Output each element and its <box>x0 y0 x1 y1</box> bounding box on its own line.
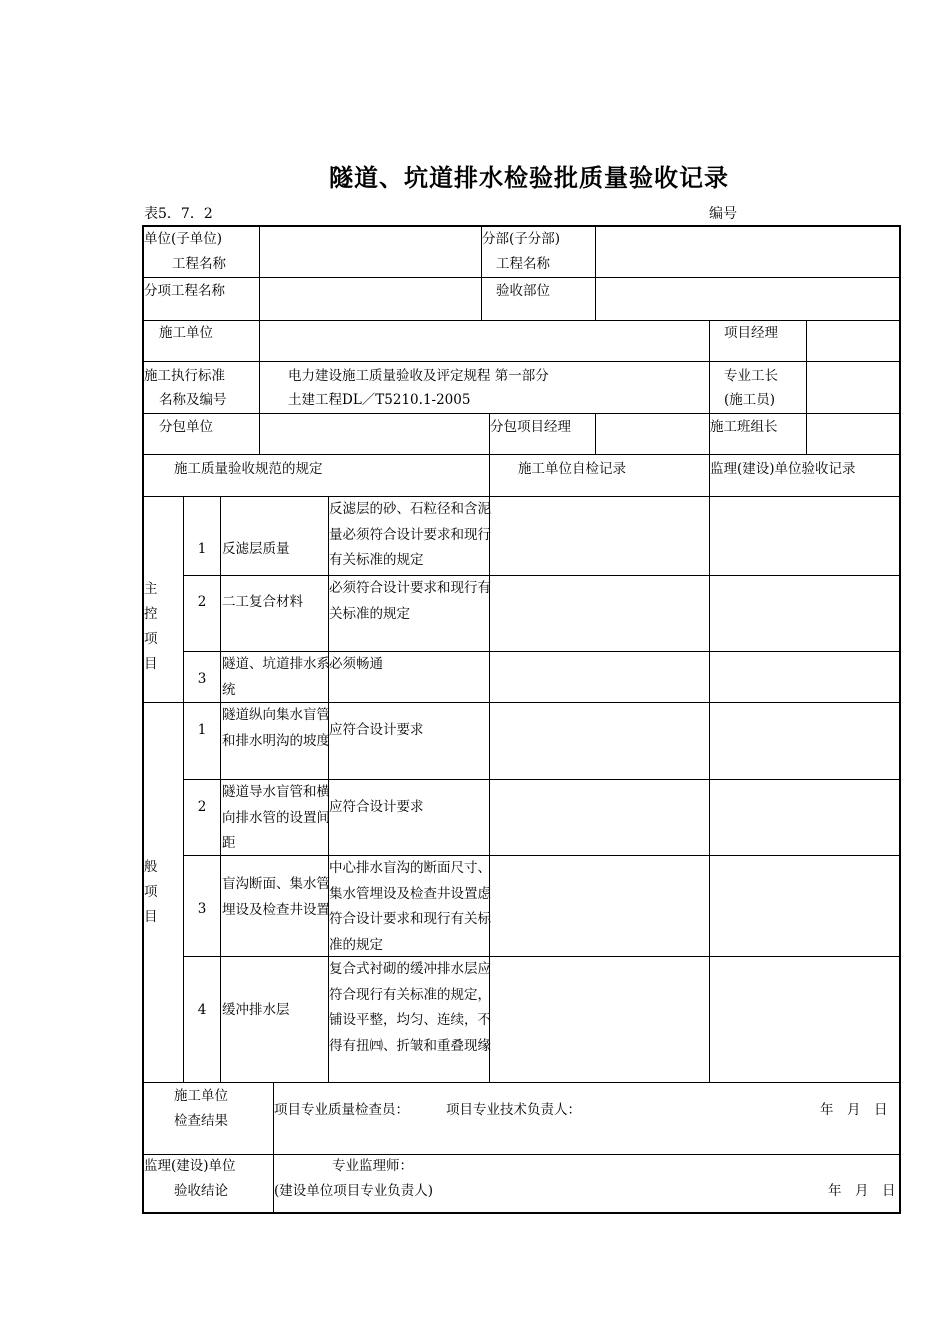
quality-inspector: 项目专业质量检查员： <box>274 1102 409 1118</box>
check-date: 年 月 日 <box>820 1102 888 1118</box>
subdivision-label-2: 工程名称 <box>496 256 550 272</box>
item-name: 隧道纵向集水盲管和排水明沟的坡度 <box>222 707 330 749</box>
rule <box>144 496 901 497</box>
rule <box>144 1154 901 1155</box>
serial-label: 编号 <box>709 206 737 222</box>
item-name: 反滤层质量 <box>222 541 290 557</box>
rule <box>220 496 221 1082</box>
col-supervision: 监理(建设)单位验收记录 <box>710 461 856 477</box>
col-self-check: 施工单位自检记录 <box>518 461 626 477</box>
rule <box>183 496 184 1082</box>
rule <box>489 454 490 496</box>
item-number: 2 <box>197 799 207 815</box>
rule <box>806 413 807 454</box>
item-number: 4 <box>197 1002 207 1018</box>
standard-label-2: 名称及编号 <box>159 392 227 408</box>
rule <box>144 361 901 362</box>
rule <box>144 413 901 414</box>
rule <box>144 1082 901 1083</box>
rule <box>259 227 260 320</box>
standard-value-1: 电力建设施工质量验收及评定规程 第一部分 <box>288 368 549 384</box>
main-label-char: 主 <box>144 581 158 597</box>
supervision-engineer: 专业监理师： <box>332 1158 413 1174</box>
general-label-char: 目 <box>144 909 158 925</box>
item-requirement: 中心排水盲沟的断面尺寸、集水管埋设及检查井设置虑符合设计要求和现行有关标准的规定 <box>329 860 491 953</box>
general-label <box>144 855 158 930</box>
tech-lead: 项目专业技术负责人： <box>446 1102 581 1118</box>
rule <box>595 227 596 320</box>
rule <box>595 413 596 454</box>
unit-label-2: 工程名称 <box>172 256 226 272</box>
general-label-char: 项 <box>144 884 158 900</box>
item-requirement: 必须符合设计要求和现行有关标准的规定 <box>329 580 491 622</box>
rule <box>709 496 710 1082</box>
standard-label-1: 施工执行标准 <box>144 368 225 384</box>
supervision-label-2: 验收结论 <box>174 1183 228 1199</box>
col-spec: 施工质量验收规范的规定 <box>174 461 323 477</box>
sub-pm-label: 分包项目经理 <box>490 419 571 435</box>
item-number: 1 <box>197 722 207 738</box>
owner-representative: (建设单位项目专业负责人) <box>274 1183 434 1199</box>
item-number: 3 <box>197 671 207 687</box>
item-name: 缓冲排水层 <box>222 1002 290 1018</box>
accept-part-label: 验收部位 <box>496 283 550 299</box>
item-number: 2 <box>197 594 207 610</box>
pm-label: 项目经理 <box>724 325 778 341</box>
item-number: 3 <box>197 901 207 917</box>
record-table <box>142 225 901 1214</box>
rule <box>183 575 901 576</box>
item-requirement: 应符合设计要求 <box>329 722 424 738</box>
subdivision-label-1: 分部(子分部) <box>482 231 561 247</box>
supervision-date: 年 月 日 <box>828 1183 896 1199</box>
team-leader-label: 施工班组长 <box>710 419 778 435</box>
general-label-char: 般 <box>144 859 158 875</box>
item-requirement: 复合式衬砌的缓冲排水层应符合现行有关标准的规定，铺设平整，均匀、连续，不得有扭㈣、折皱和重叠现缘 <box>329 961 491 1054</box>
item-name: 二工复合材料 <box>222 594 303 610</box>
item-requirement: 必须畅通 <box>329 656 383 672</box>
rule <box>144 454 901 455</box>
main-label-char: 项 <box>144 631 158 647</box>
standard-value-2: 土建工程DL／T5210.1-2005 <box>288 392 471 408</box>
table-number: 表5．7．2 <box>144 206 213 222</box>
unit-label-1: 单位(子单位) <box>144 231 223 247</box>
rule <box>183 956 901 957</box>
check-result-label-2: 检查结果 <box>174 1113 228 1129</box>
main-label-char: 控 <box>144 606 158 622</box>
rule <box>144 320 901 321</box>
main-label-char: 目 <box>144 656 158 672</box>
main-control-label <box>144 577 158 677</box>
foreman-label-2: (施工员) <box>724 392 776 408</box>
supervision-label-1: 监理(建设)单位 <box>144 1158 236 1174</box>
item-name: 盲沟断面、集水管埋设及检查井设置 <box>222 876 330 918</box>
item-name: 隧道导水盲管和横向排水管的设置间距 <box>222 784 330 851</box>
subcontract-label: 分包单位 <box>159 419 213 435</box>
item-requirement: 反滤层的砂、石粒径和含泥量必须符合设计要求和现行有关标准的规定 <box>329 501 491 568</box>
item-requirement: 应符合设计要求 <box>329 799 424 815</box>
check-result-label-1: 施工单位 <box>174 1088 228 1104</box>
item-number: 1 <box>197 541 207 557</box>
rule <box>259 413 260 454</box>
rule <box>144 277 901 278</box>
item-name: 隧道、坑道排水系统 <box>222 656 330 698</box>
foreman-label-1: 专业工长 <box>724 368 778 384</box>
construct-unit-label: 施工单位 <box>159 325 213 341</box>
item-name-label: 分项工程名称 <box>144 283 225 299</box>
page-title: 隧道、坑道排水检验批质量验收记录 <box>329 164 729 192</box>
